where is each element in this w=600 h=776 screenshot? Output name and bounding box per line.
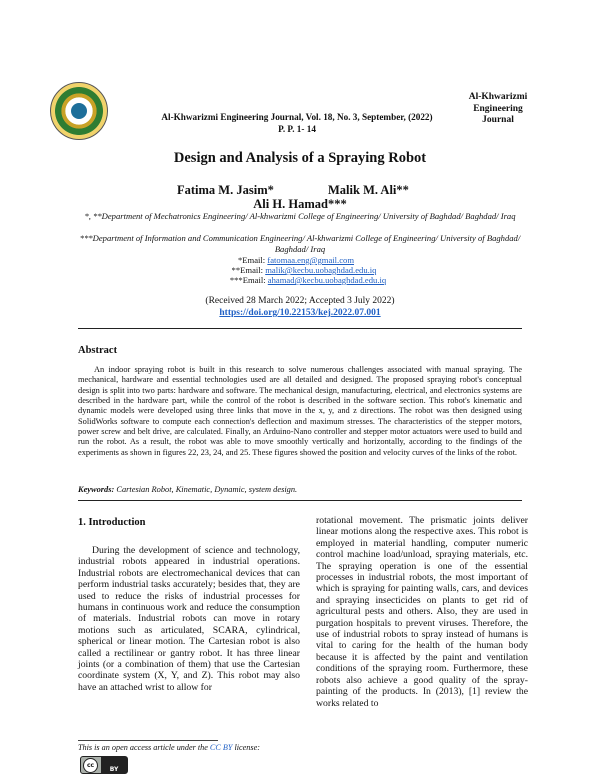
keywords-line: [78, 485, 522, 494]
abstract-heading: Abstract: [78, 345, 118, 356]
introduction-heading: 1. Introduction: [78, 517, 146, 528]
email-2-line: [4, 265, 600, 276]
affiliation-1: *, **Department of Mechatronics Engineering/ Al-khwarizmi College of Engineering/ University of Baghdad/ Baghdad/ Iraq: [84, 211, 516, 221]
keywords-values: Cartesian Robot, Kinematic, Dynamic, system design.: [114, 485, 298, 494]
page-range: P. P. 1- 14: [278, 124, 316, 134]
divider-bottom: [78, 500, 522, 501]
journal-header: [152, 111, 442, 135]
intro-right-column: rotational movement. The prismatic joints deliver linear motions along the respective axes. This robot is employed in material handling, computer numeric control machine load/unload, spraying materials, etc. The spraying operation is one of the essential processes in industrial robots, the most important of which is spraying for painting walls, cars, and devices and spraying insecticides on plants to get rid of agricultural pests and others. Also, they are used in purgation hospitals to prevent viruses. Therefore, the use of industrial robots to spray instead of humans is vital to caring for the health of the human body because it is affected by the paint and ventilation conditions of the spraying room. Furthermore, these robots also achieve a good quality of the spray-painting of the products. In (2013), [1] review the works related to: [316, 515, 528, 709]
affiliation-2: ***Department of Information and Communication Engineering/ Al-khwarizmi College of Engineering/ University of Baghdad/ Baghdad/ Iraq: [79, 233, 521, 254]
email-3-line: [8, 275, 600, 286]
author-1: Fatima M. Jasim*: [177, 183, 274, 197]
email-2-label: **Email:: [231, 265, 266, 275]
doi-link[interactable]: https://doi.org/10.22153/kej.2022.07.001: [219, 308, 381, 318]
intro-left-column: During the development of science and technology, industrial robots appeared in industrial operations. Industrial robots are electromechanical devices that can perform industrial tasks accurately; besides that, they are used to reduce the risks of industrial processes for humans in continuous work and reduce the consumption of materials. Industrial robots can move in rotary motions such as articulated, SCARA, cylindrical, spherical or linear motion. The Cartesian robot is also called a rectilinear or gantry robot. It has three linear joints (or a combination of them) that use the Cartesian coordinate system (X, Y, and Z). This robot may also have an attached wrist to allow for: [78, 545, 300, 693]
journal-badge: Al-Khwarizmi Engineering Journal: [468, 92, 528, 125]
received-dates: (Received 28 March 2022; Accepted 3 July 2022): [205, 296, 395, 306]
by-label: BY: [101, 757, 127, 773]
abstract-body: An indoor spraying robot is built in this research to solve numerous challenges associated with manual spraying. The mechanical, hardware and essential technologies used are all detailed and designed. The proposed spraying robot's conceptual design is split into two parts: hardware and software. The mechanical design, manufacturing, electrical, and electronics systems are described in the hardware part, while the control of the robot is described in the software section. This robot's kinematic and dynamic models were developed using three links that move in the x, y, and z directions. The robot was then designed using SolidWorks software to compute each connection's deflection and maximum stresses. The characteristics of the stepper motors, power screw and belt drive, are calculated. Finally, an Arduino-Nano controller and stepper motor actuators were used to build and run the robot. As a result, the robot was able to move smoothly vertically and horizontally, according to the findings of the experiments as shown in figures 22, 23, 24, and 25. These figures showed the position and velocity curves of the links of the robot.: [78, 365, 522, 457]
email-1-line: [0, 255, 596, 266]
author-3: Ali H. Hamad***: [253, 197, 347, 211]
paper-title: Design and Analysis of a Spraying Robot: [173, 150, 427, 166]
email-1-link[interactable]: fatomaa.eng@gmail.com: [267, 255, 355, 265]
oa-prefix: This is an open access article under the: [78, 743, 210, 752]
oa-suffix: license:: [232, 743, 260, 752]
footnote-rule: [78, 740, 218, 741]
author-2: Malik M. Ali**: [328, 183, 409, 197]
email-1-label: *Email:: [237, 255, 268, 265]
open-access-note: [78, 743, 260, 752]
cc-circle-icon: cc: [83, 758, 98, 773]
cc-by-link[interactable]: CC BY: [209, 743, 233, 752]
cc-by-license-icon[interactable]: [80, 756, 128, 774]
email-2-link[interactable]: malik@kecbu.uobaghdad.edu.iq: [265, 265, 377, 275]
keywords-label: Keywords:: [78, 485, 115, 494]
journal-citation: Al-Khwarizmi Engineering Journal, Vol. 18, No. 3, September, (2022): [161, 112, 433, 122]
email-3-link[interactable]: ahamad@kecbu.uobaghdad.edu.iq: [267, 275, 387, 285]
email-3-label: ***Email:: [229, 275, 268, 285]
divider-top: [78, 328, 522, 329]
university-seal-icon: [50, 82, 108, 140]
